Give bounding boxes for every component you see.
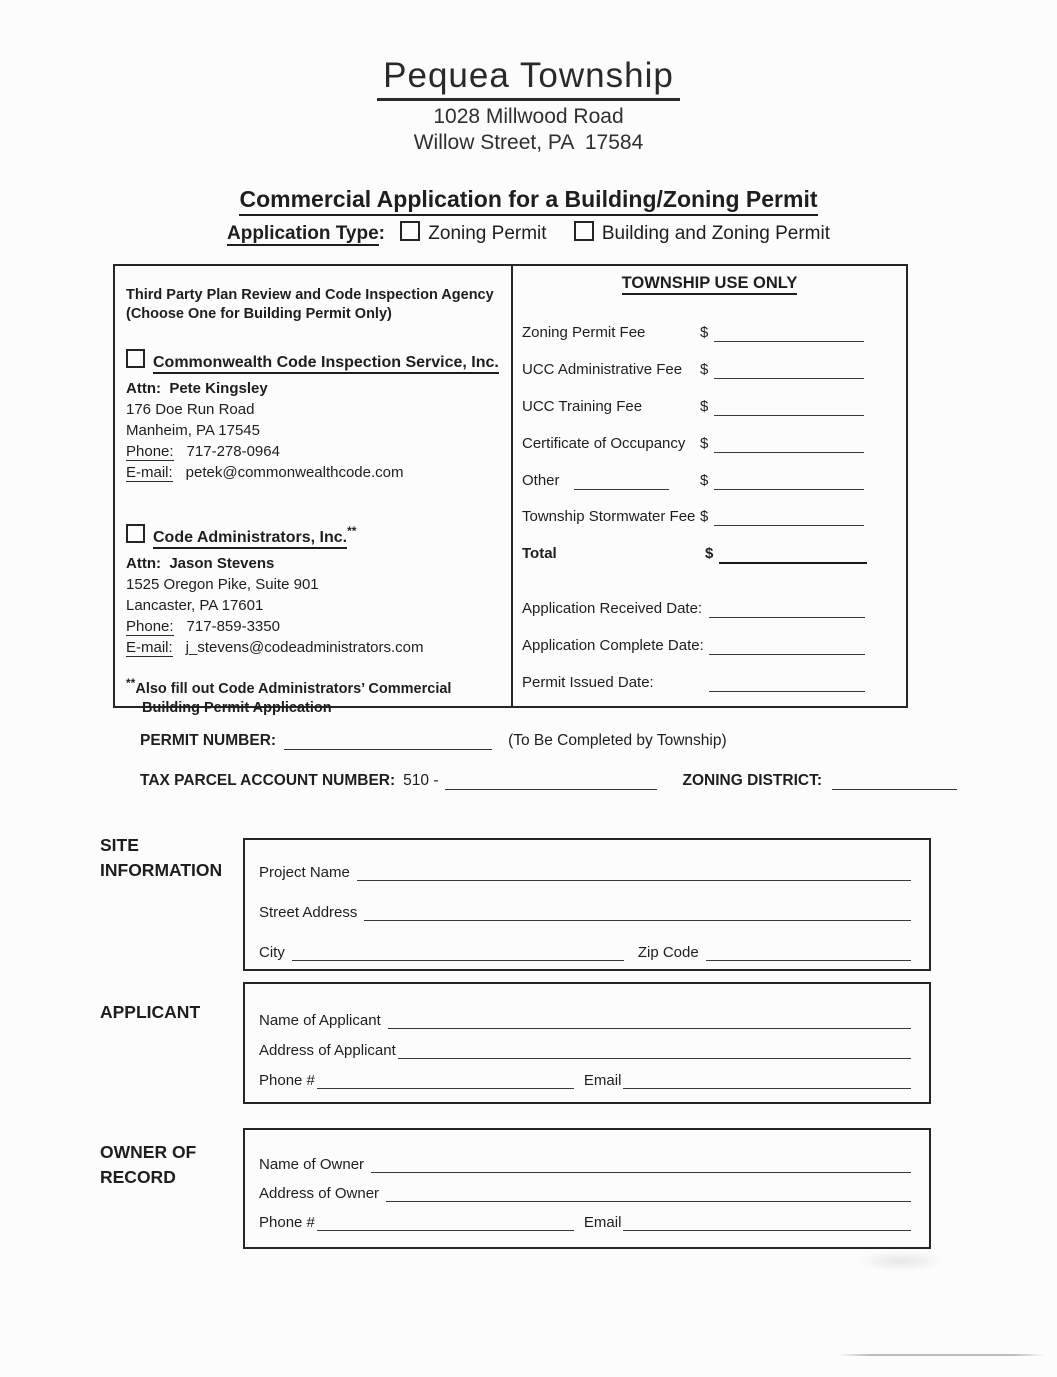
owner-email-line[interactable] [623, 1211, 911, 1231]
application-type-row [0, 221, 1057, 245]
fee-amount-line[interactable] [714, 378, 864, 379]
owner-phone-line[interactable] [317, 1211, 574, 1231]
site-information-section-label [100, 833, 222, 883]
agency-commonwealth-block [126, 346, 499, 483]
form-title-text: Commercial Application for a Building/Zoning Permit [239, 186, 817, 216]
permit-number-note: (To Be Completed by Township) [508, 732, 727, 749]
fee-amount-line[interactable] [714, 415, 864, 416]
zoning-permit-option-label: Zoning Permit [428, 223, 547, 244]
agency-code-administrators-phone-row [126, 616, 499, 637]
agency-code-administrators-email-row [126, 637, 499, 658]
application-type-label: Application Type [227, 223, 379, 244]
dollar-sign: $ [700, 435, 709, 452]
owner-name-row [259, 1154, 911, 1173]
zip-code-line[interactable] [706, 941, 911, 961]
agency-commonwealth-phone-row [126, 441, 499, 462]
tax-parcel-label: TAX PARCEL ACCOUNT NUMBER: [140, 772, 396, 789]
footnote-line1-text: Also fill out Code Administrators’ Commercial [135, 680, 452, 697]
agency-commonwealth-details [126, 378, 499, 483]
permit-number-label: PERMIT NUMBER: [140, 732, 277, 749]
date-label: Application Received Date: [522, 600, 703, 617]
township-use-only-title [513, 274, 906, 293]
agency-code-administrators-name-suffix: ** [347, 524, 357, 539]
agency-code-administrators-name-row [126, 520, 499, 548]
dollar-sign: $ [705, 545, 714, 562]
applicant-section-label: APPLICANT [100, 1002, 201, 1022]
agency-panel-heading [126, 286, 499, 324]
checkbox-agency-code-administrators[interactable] [126, 524, 145, 543]
owner-address-line[interactable] [386, 1182, 911, 1202]
zip-code-label: Zip Code [637, 944, 699, 961]
agency-commonwealth-name-row [126, 346, 499, 374]
owner-address-row [259, 1183, 911, 1202]
code-administrators-footnote [126, 673, 499, 719]
project-name-row [259, 862, 911, 881]
date-row-application-complete [513, 637, 906, 659]
permit-number-row [140, 732, 727, 750]
fee-row-ucc-administrative [513, 361, 906, 383]
township-address-line2: Willow Street, PA 17584 [413, 131, 644, 154]
city-label: City [259, 944, 285, 961]
agency-code-administrators-phone: 717-859-3350 [186, 617, 280, 635]
site-label-line2: INFORMATION [100, 860, 223, 880]
footnote-line1 [126, 673, 499, 699]
dollar-sign: $ [700, 324, 709, 341]
fee-amount-line[interactable] [714, 489, 864, 490]
fee-row-ucc-training [513, 398, 906, 420]
date-row-permit-issued [513, 674, 906, 696]
email-label: E-mail: [126, 638, 173, 656]
tax-parcel-prefix: 510 - [403, 772, 439, 789]
checkbox-agency-commonwealth[interactable] [126, 349, 145, 368]
dollar-sign: $ [700, 472, 709, 489]
owner-email-label: Email [583, 1214, 622, 1231]
street-address-line[interactable] [364, 901, 911, 921]
agency-commonwealth-email: petek@commonwealthcode.com [185, 464, 404, 482]
agency-code-administrators-email: j_stevens@codeadministrators.com [185, 638, 424, 656]
applicant-phone-label: Phone # [259, 1072, 315, 1089]
applicant-address-row [259, 1040, 911, 1059]
dollar-sign: $ [700, 508, 709, 525]
dollar-sign: $ [700, 398, 709, 415]
footnote-marker: ** [126, 675, 136, 690]
date-line[interactable] [709, 617, 865, 618]
agency-code-administrators-address2: Lancaster, PA 17601 [126, 596, 264, 614]
footnote-line2: Building Permit Application [142, 700, 332, 717]
agency-commonwealth-name: Commonwealth Code Inspection Service, Inc. [153, 354, 499, 374]
agency-heading-line2: (Choose One for Building Permit Only) [126, 306, 392, 322]
agency-commonwealth-address1: 176 Doe Run Road [126, 401, 255, 419]
zoning-district-label: ZONING DISTRICT: [682, 772, 823, 789]
scan-smudge-artifact [856, 1250, 946, 1272]
owner-name-label: Name of Owner [259, 1156, 365, 1173]
agency-commonwealth-phone: 717-278-0964 [186, 443, 280, 461]
permit-number-line[interactable] [284, 734, 492, 750]
agency-code-administrators-name: Code Administrators, Inc. [153, 529, 347, 549]
checkbox-building-and-zoning-permit[interactable] [574, 221, 594, 241]
fee-row-total [513, 545, 906, 567]
agency-commonwealth-attn: Attn: Pete Kingsley [126, 380, 268, 398]
township-name-text: Pequea Township [377, 56, 680, 101]
scan-edge-line-artifact [838, 1354, 1045, 1356]
applicant-name-line[interactable] [388, 1009, 911, 1029]
applicant-address-line[interactable] [398, 1039, 911, 1059]
agency-commonwealth-email-row [126, 462, 499, 483]
fee-label: Other [522, 472, 560, 489]
agency-and-township-use-box [113, 264, 908, 717]
owner-label-line1: OWNER OF [100, 1142, 197, 1162]
building-zoning-option-label: Building and Zoning Permit [601, 223, 830, 244]
agency-code-administrators-attn: Attn: Jason Stevens [126, 554, 275, 572]
fee-label: UCC Training Fee [522, 398, 643, 415]
agency-code-administrators-address1: 1525 Oregon Pike, Suite 901 [126, 575, 319, 593]
fee-label: Township Stormwater Fee [522, 508, 696, 525]
fee-row-zoning-permit [513, 324, 906, 346]
fee-label: UCC Administrative Fee [522, 361, 683, 378]
township-address-line1: 1028 Millwood Road [433, 105, 624, 128]
agency-code-administrators-details [126, 553, 499, 658]
agency-commonwealth-address2: Manheim, PA 17545 [126, 422, 260, 440]
site-information-box [243, 838, 931, 971]
city-zip-row [259, 942, 911, 961]
owner-phone-email-row [259, 1212, 911, 1231]
applicant-email-label: Email [583, 1072, 622, 1089]
owner-label-line2: RECORD [100, 1167, 176, 1187]
fee-row-certificate-occupancy [513, 435, 906, 457]
fee-label: Certificate of Occupancy [522, 435, 686, 452]
fee-amount-line[interactable] [714, 525, 864, 526]
fee-row-stormwater [513, 508, 906, 530]
fee-amount-line[interactable] [714, 341, 864, 342]
owner-of-record-box [243, 1128, 931, 1249]
total-amount-line[interactable] [719, 562, 867, 564]
application-type-colon: : [378, 223, 385, 244]
dollar-sign: $ [700, 361, 709, 378]
owner-of-record-section-label [100, 1140, 196, 1190]
applicant-name-label: Name of Applicant [259, 1012, 381, 1029]
fee-row-other [513, 472, 906, 494]
phone-label: Phone: [126, 617, 174, 635]
township-use-only-title-text: TOWNSHIP USE ONLY [622, 274, 798, 295]
tax-parcel-row [140, 772, 957, 790]
owner-name-line[interactable] [371, 1153, 911, 1173]
agency-heading-line1: Third Party Plan Review and Code Inspection Agency [126, 287, 494, 303]
application-type-option-building-zoning [574, 223, 830, 244]
form-title [0, 186, 1057, 216]
third-party-agency-panel [115, 266, 513, 717]
applicant-address-label: Address of Applicant [259, 1042, 396, 1059]
applicant-box [243, 982, 931, 1104]
township-use-only-panel [513, 266, 906, 706]
other-description-line[interactable] [574, 489, 669, 490]
township-name [0, 56, 1057, 101]
owner-phone-label: Phone # [259, 1214, 315, 1231]
fee-amount-line[interactable] [714, 452, 864, 453]
date-label: Permit Issued Date: [522, 674, 654, 691]
owner-address-label: Address of Owner [259, 1185, 380, 1202]
total-label: Total [522, 545, 557, 562]
applicant-phone-email-row [259, 1070, 911, 1089]
date-line[interactable] [709, 654, 865, 655]
applicant-name-row [259, 1010, 911, 1029]
project-name-line[interactable] [357, 861, 911, 881]
agency-code-administrators-block [126, 520, 499, 657]
tax-parcel-line[interactable] [445, 774, 657, 790]
checkbox-zoning-permit[interactable] [400, 221, 420, 241]
applicant-phone-line[interactable] [317, 1069, 574, 1089]
date-line[interactable] [709, 691, 865, 692]
site-label-line1: SITE [100, 835, 139, 855]
phone-label: Phone: [126, 443, 174, 461]
zoning-district-line[interactable] [832, 774, 957, 790]
street-address-row [259, 902, 911, 921]
applicant-email-line[interactable] [623, 1069, 911, 1089]
fee-label: Zoning Permit Fee [522, 324, 646, 341]
application-type-option-zoning [400, 223, 552, 244]
date-row-application-received [513, 600, 906, 622]
email-label: E-mail: [126, 464, 173, 482]
project-name-label: Project Name [259, 864, 350, 881]
city-line[interactable] [292, 941, 624, 961]
street-address-label: Street Address [259, 904, 358, 921]
date-label: Application Complete Date: [522, 637, 704, 654]
